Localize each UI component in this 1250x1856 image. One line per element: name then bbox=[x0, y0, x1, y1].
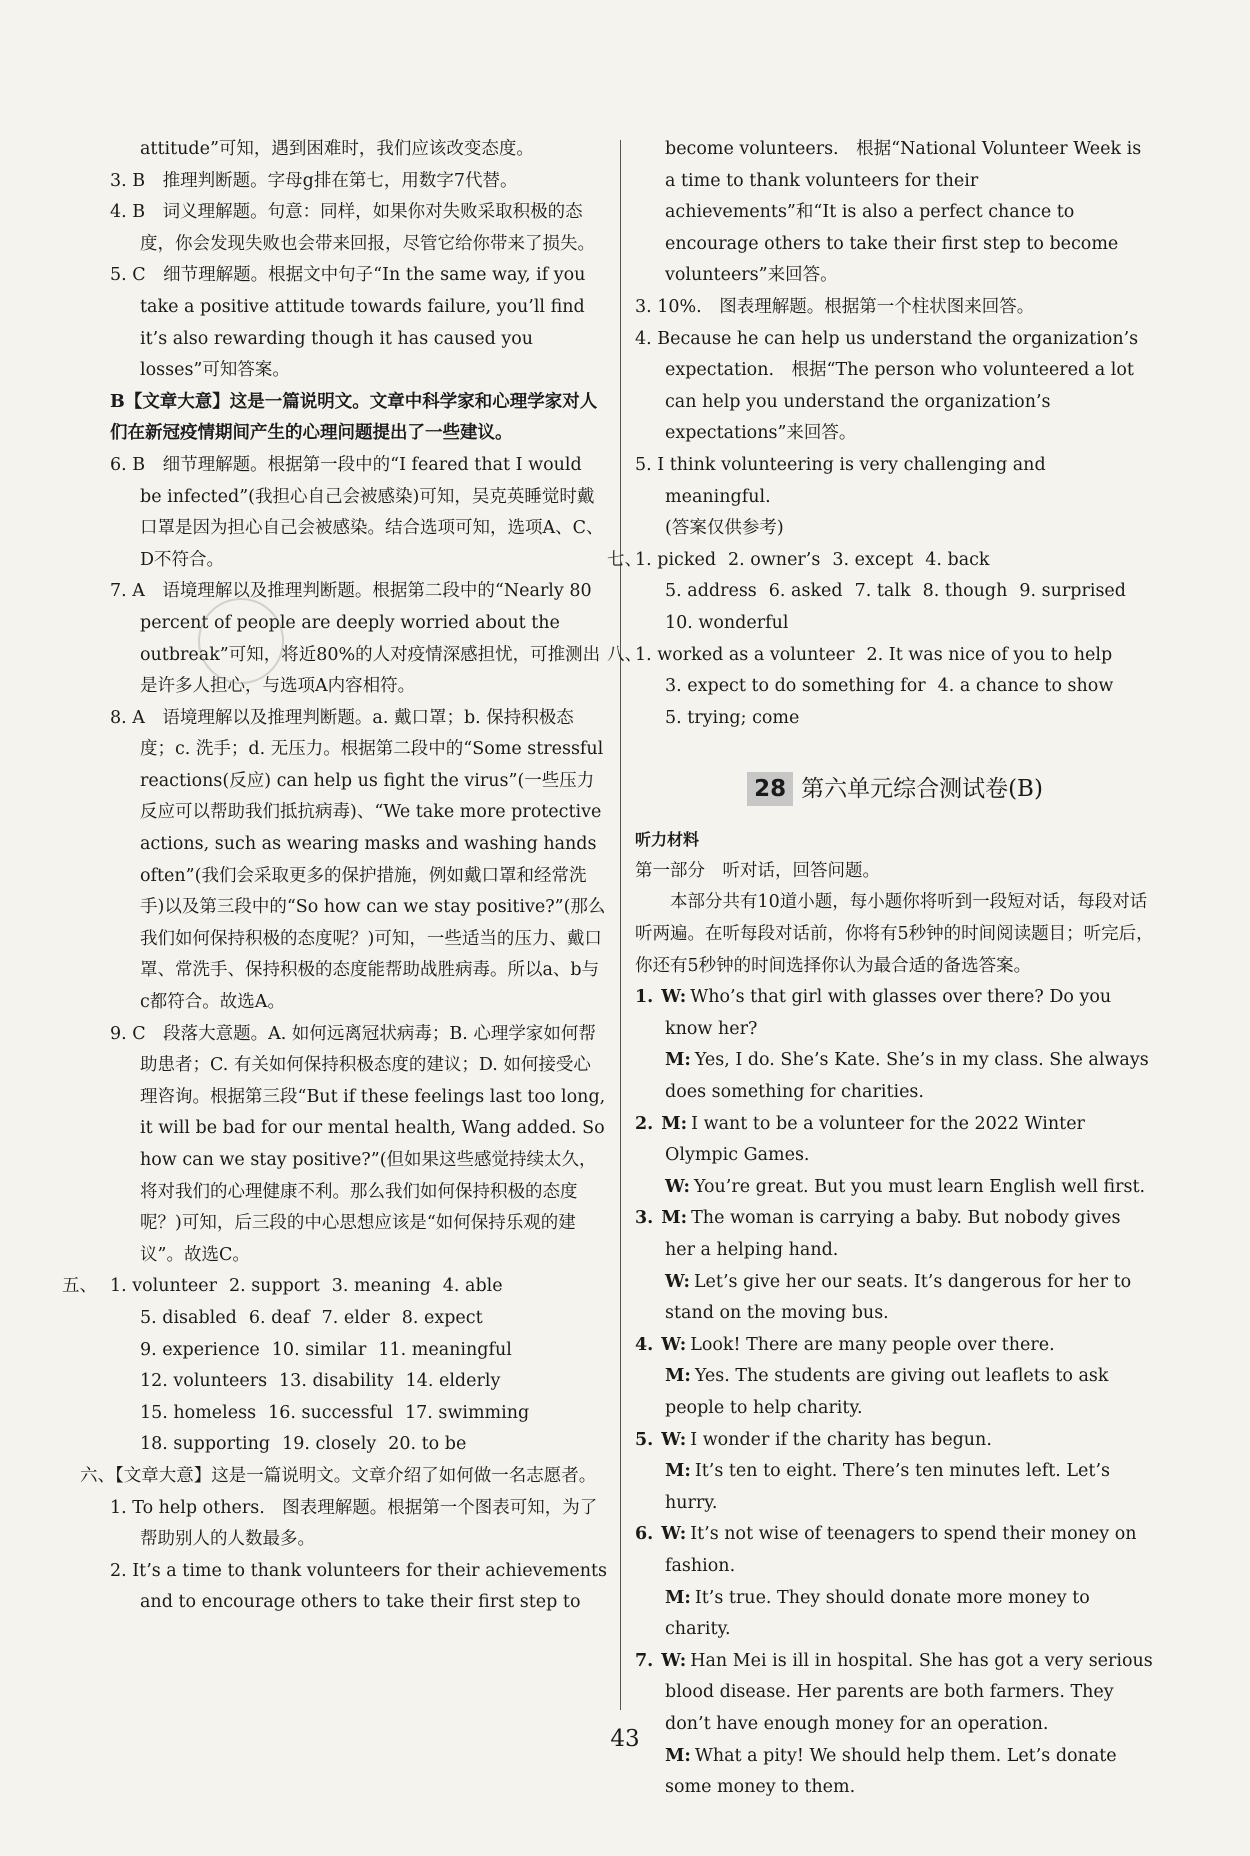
section-7-answer-item: 9. surprised bbox=[1019, 581, 1126, 602]
passage-b-summary: B【文章大意】这是一篇说明文。文章中科学家和心理学家对人们在新冠疫情期间产生的心理问题提出了一些建议。 bbox=[110, 391, 598, 444]
section-5-answer-row bbox=[110, 1398, 608, 1430]
section-6-summary: 六、【文章大意】这是一篇说明文。文章介绍了如何做一名志愿者。 bbox=[80, 1465, 597, 1486]
dialogue-text: I want to be a volunteer for the 2022 Winter Olympic Games. bbox=[665, 1113, 1085, 1166]
dialogue-text: The woman is carrying a baby. But nobody gives her a helping hand. bbox=[665, 1208, 1121, 1260]
section-5-answer-item: 15. homeless bbox=[140, 1402, 257, 1423]
dialogue-line-a bbox=[635, 1519, 1155, 1582]
section-5-answer-item: 11. meaningful bbox=[378, 1339, 512, 1360]
section-7-answers bbox=[607, 545, 1155, 640]
dialogue-number: 1. bbox=[635, 987, 654, 1008]
speaker-label: M: bbox=[665, 1050, 691, 1071]
dialogue-text: What a pity! We should help them. Let’s donate some money to them. bbox=[665, 1745, 1117, 1798]
section-5-answer-item: 6. deaf bbox=[248, 1307, 310, 1328]
section-5-answer-item: 14. elderly bbox=[405, 1371, 501, 1392]
dialogue-item bbox=[635, 1425, 1155, 1520]
dialogue-line-b bbox=[635, 1045, 1155, 1108]
section-5-answer-item: 16. successful bbox=[268, 1402, 393, 1423]
section-7-answer-item: 6. asked bbox=[768, 581, 843, 602]
section-5-answer-row bbox=[110, 1303, 608, 1335]
section-7-answer-item: 7. talk bbox=[854, 581, 911, 602]
speaker-label: W: bbox=[665, 1176, 690, 1197]
column-divider bbox=[620, 140, 621, 1710]
section-5-answer-item: 8. expect bbox=[401, 1307, 483, 1328]
dialogue-number: 2. bbox=[635, 1113, 654, 1134]
section-5-answer-item: 13. disability bbox=[279, 1371, 394, 1392]
dialogue-text: Han Mei is ill in hospital. She has got a very serious blood disease. Her parents are both farmers. They don’t have enough money for an operation. bbox=[665, 1650, 1153, 1734]
watermark-stamp bbox=[198, 598, 284, 684]
section-5-answer-item: 17. swimming bbox=[405, 1402, 530, 1423]
speaker-label: W: bbox=[661, 987, 687, 1008]
speaker-label: W: bbox=[661, 1524, 687, 1545]
dialogue-number: 5. bbox=[635, 1429, 654, 1450]
section-5-answers bbox=[62, 1271, 608, 1461]
dialogue-list bbox=[635, 982, 1155, 1803]
dialogue-item bbox=[635, 1203, 1155, 1329]
section-7-answer-item: 8. though bbox=[922, 581, 1008, 602]
section-5-answer-item: 12. volunteers bbox=[140, 1371, 268, 1392]
dialogue-text: Look! There are many people over there. bbox=[690, 1334, 1055, 1355]
section-6-answer-5: 5. I think volunteering is very challenging and meaningful. bbox=[635, 454, 1046, 507]
dialogue-number: 6. bbox=[635, 1524, 654, 1545]
section-6-answer-1: 1. To help others. 图表理解题。根据第一个图表可知，为了帮助别人的人数最多。 bbox=[110, 1497, 598, 1550]
section-7-answer-row bbox=[635, 545, 1155, 577]
dialogue-text: Yes. The students are giving out leaflets to ask people to help charity. bbox=[665, 1366, 1109, 1418]
answer-2-continued: attitude”可知，遇到困难时，我们应该改变态度。 bbox=[140, 139, 534, 159]
section-5-answer-item: 20. to be bbox=[388, 1434, 467, 1455]
dialogue-line-b bbox=[635, 1267, 1155, 1330]
dialogue-line-a bbox=[635, 1330, 1155, 1362]
dialogue-text: It’s ten to eight. There’s ten minutes left. Let’s hurry. bbox=[665, 1461, 1110, 1513]
section-number-badge: 28 bbox=[747, 772, 793, 806]
section-7-answer-item: 5. address bbox=[665, 581, 757, 602]
speaker-label: M: bbox=[665, 1587, 691, 1608]
section-8-answer-item: 5. trying; come bbox=[665, 707, 800, 728]
section-5-answer-row bbox=[110, 1271, 608, 1303]
listening-part-1: 第一部分 听对话，回答问题。 bbox=[635, 860, 880, 881]
dialogue-line-b bbox=[635, 1172, 1155, 1204]
section-8-answer-item: 4. a chance to show bbox=[937, 676, 1114, 697]
dialogue-text: You’re great. But you must learn English well first. bbox=[693, 1176, 1146, 1197]
section-5-answer-item: 2. support bbox=[228, 1276, 320, 1297]
dialogue-item bbox=[635, 1519, 1155, 1645]
dialogue-item bbox=[635, 982, 1155, 1108]
section-8-answer-item: 1. worked as a volunteer bbox=[635, 644, 855, 665]
answer-4: 4. B 词义理解题。句意：同样，如果你对失败采取积极的态度，你会发现失败也会带来回报，尽管它给你带来了损失。 bbox=[110, 202, 595, 254]
speaker-label: W: bbox=[661, 1429, 687, 1450]
dialogue-item bbox=[635, 1646, 1155, 1804]
speaker-label: M: bbox=[665, 1366, 691, 1387]
listening-instructions: 本部分共有10道小题，每小题你将听到一段短对话，每段对话听两遍。在听每段对话前，你将有5秒钟的时间阅读题目；听完后，你还有5秒钟的时间选择你认为最合适的备选答案。 bbox=[635, 892, 1154, 976]
dialogue-number: 4. bbox=[635, 1334, 654, 1355]
section-6-answer-2: 2. It’s a time to thank volunteers for their achievements and to encourage others to take their first step to bbox=[110, 1560, 608, 1613]
dialogue-item bbox=[635, 1330, 1155, 1425]
answer-7: 7. A 语境理解以及推理判断题。根据第二段中的“Nearly 80 percent of people are deeply worried about the outbreak”可知，将近80%的人对疫情深感担忧，可推测出是许多人担心，与选项A内容相符。 bbox=[110, 581, 601, 697]
section-title: 第六单元综合测试卷(B) bbox=[801, 776, 1043, 803]
section-5-answer-item: 18. supporting bbox=[140, 1434, 271, 1455]
section-5-title: 五、 bbox=[62, 1276, 97, 1297]
speaker-label: M: bbox=[661, 1208, 688, 1229]
section-7-answer-item: 4. back bbox=[925, 549, 990, 570]
answer-5: 5. C 细节理解题。根据文中句子“In the same way, if you take a positive attitude towards failure, you’ll find it’s also rewarding though it has caused you losses”可知答案。 bbox=[110, 265, 586, 381]
dialogue-text: I wonder if the charity has begun. bbox=[690, 1429, 992, 1450]
speaker-label: W: bbox=[661, 1650, 687, 1671]
dialogue-item bbox=[635, 1109, 1155, 1204]
dialogue-text: Yes, I do. She’s Kate. She’s in my class. She always does something for charities. bbox=[665, 1050, 1149, 1103]
section-7-answer-item: 10. wonderful bbox=[665, 612, 789, 633]
section-8-answer-row bbox=[635, 671, 1155, 703]
dialogue-line-a bbox=[635, 1203, 1155, 1266]
section-7-answer-item: 2. owner’s bbox=[728, 549, 821, 570]
answer-9: 9. C 段落大意题。A. 如何远离冠状病毒；B. 心理学家如何帮助患者；C. 有关如何保持积极态度的建议；D. 如何接受心理咨询。根据第三段“But if these feelings last too long, it will be bad for our mental health, Wang added. So how can we stay positive?”(但如果这些感觉持续太久，将对我们的心理健康不利。那么我们如何保持积极的态度呢？)可知，后三段的中心思想应该是“如何保持乐观的建议”。故选C。 bbox=[110, 1023, 606, 1265]
speaker-label: M: bbox=[665, 1461, 691, 1482]
section-6-answer-2-continued: become volunteers. 根据“National Volunteer Week is a time to thank volunteers for their achievements”和“It is also a perfect chance to encourage others to take their first step to become volunteers”来回答。 bbox=[665, 139, 1142, 286]
section-7-answer-row bbox=[635, 608, 1155, 640]
dialogue-text: Who’s that girl with glasses over there? Do you know her? bbox=[665, 987, 1112, 1039]
answer-note: (答案仅供参考) bbox=[665, 518, 784, 539]
dialogue-text: It’s true. They should donate more money to charity. bbox=[665, 1587, 1090, 1640]
section-6-answer-4: 4. Because he can help us understand the organization’s expectation. 根据“The person who volunteered a lot can help you understand the organization’s expectations”来回答。 bbox=[635, 328, 1139, 444]
section-5-answer-row bbox=[110, 1335, 608, 1367]
dialogue-line-b bbox=[635, 1456, 1155, 1519]
section-5-answer-item: 10. similar bbox=[271, 1339, 367, 1360]
section-7-answer-row bbox=[635, 576, 1155, 608]
dialogue-line-b bbox=[635, 1583, 1155, 1646]
speaker-label: W: bbox=[665, 1271, 690, 1292]
section-7-title: 七、 bbox=[607, 549, 642, 570]
speaker-label: M: bbox=[665, 1745, 691, 1766]
section-8-answers bbox=[607, 640, 1155, 735]
section-8-title: 八、 bbox=[607, 644, 642, 665]
dialogue-number: 7. bbox=[635, 1650, 654, 1671]
dialogue-line-b bbox=[635, 1361, 1155, 1424]
dialogue-line-a bbox=[635, 1109, 1155, 1172]
page-number: 43 bbox=[610, 1726, 640, 1752]
section-5-answer-item: 4. able bbox=[442, 1276, 503, 1297]
answer-3: 3. B 推理判断题。字母g排在第七，用数字7代替。 bbox=[110, 170, 518, 191]
dialogue-line-a bbox=[635, 1425, 1155, 1457]
dialogue-text: Let’s give her our seats. It’s dangerous for her to stand on the moving bus. bbox=[665, 1271, 1132, 1324]
section-5-answer-item: 19. closely bbox=[282, 1434, 377, 1455]
dialogue-number: 3. bbox=[635, 1208, 654, 1229]
section-5-answer-row bbox=[110, 1429, 608, 1461]
answer-6: 6. B 细节理解题。根据第一段中的“I feared that I would be infected”(我担心自己会被感染)可知，吴克英睡觉时戴口罩是因为担心自己会被感染。结合选项可知，选项A、C、D不符合。 bbox=[110, 454, 604, 570]
section-5-answer-item: 5. disabled bbox=[140, 1307, 237, 1328]
section-5-answer-row bbox=[110, 1366, 608, 1398]
speaker-label: W: bbox=[661, 1334, 687, 1355]
section-5-answer-item: 1. volunteer bbox=[110, 1276, 217, 1297]
section-7-answer-item: 3. except bbox=[832, 549, 914, 570]
section-5-answer-item: 7. elder bbox=[321, 1307, 390, 1328]
dialogue-text: It’s not wise of teenagers to spend their money on fashion. bbox=[665, 1524, 1137, 1576]
section-5-answer-item: 3. meaning bbox=[331, 1276, 431, 1297]
section-8-answer-row bbox=[635, 640, 1155, 672]
section-7-answer-item: 1. picked bbox=[635, 549, 717, 570]
section-8-answer-row bbox=[635, 703, 1155, 735]
section-heading bbox=[635, 772, 1155, 806]
section-6-answer-3: 3. 10%. 图表理解题。根据第一个柱状图来回答。 bbox=[635, 296, 1035, 317]
answer-8: 8. A 语境理解以及推理判断题。a. 戴口罩；b. 保持积极态度；c. 洗手；d. 无压力。根据第二段中的“Some stressful reactions(反应) can help us fight the virus”(一些压力反应可以帮助我们抵抗病毒)、“We take more protective actions, such as wearing masks and washing hands often”(我们会采取更多的保护措施，例如戴口罩和经常洗手)以及第三段中的“So how can we stay positive?”(那么我们如何保持积极的态度呢？)可知，一些适当的压力、戴口罩、常洗手、保持积极的态度能帮助战胜病毒。所以a、b与c都符合。故选A。 bbox=[110, 707, 606, 1013]
left-column bbox=[62, 134, 608, 1619]
section-5-answer-item: 9. experience bbox=[140, 1339, 260, 1360]
speaker-label: M: bbox=[661, 1113, 688, 1134]
section-8-answer-item: 3. expect to do something for bbox=[665, 676, 926, 697]
dialogue-line-a bbox=[635, 982, 1155, 1045]
section-8-answer-item: 2. It was nice of you to help bbox=[866, 644, 1113, 665]
listening-heading: 听力材料 bbox=[635, 830, 700, 850]
